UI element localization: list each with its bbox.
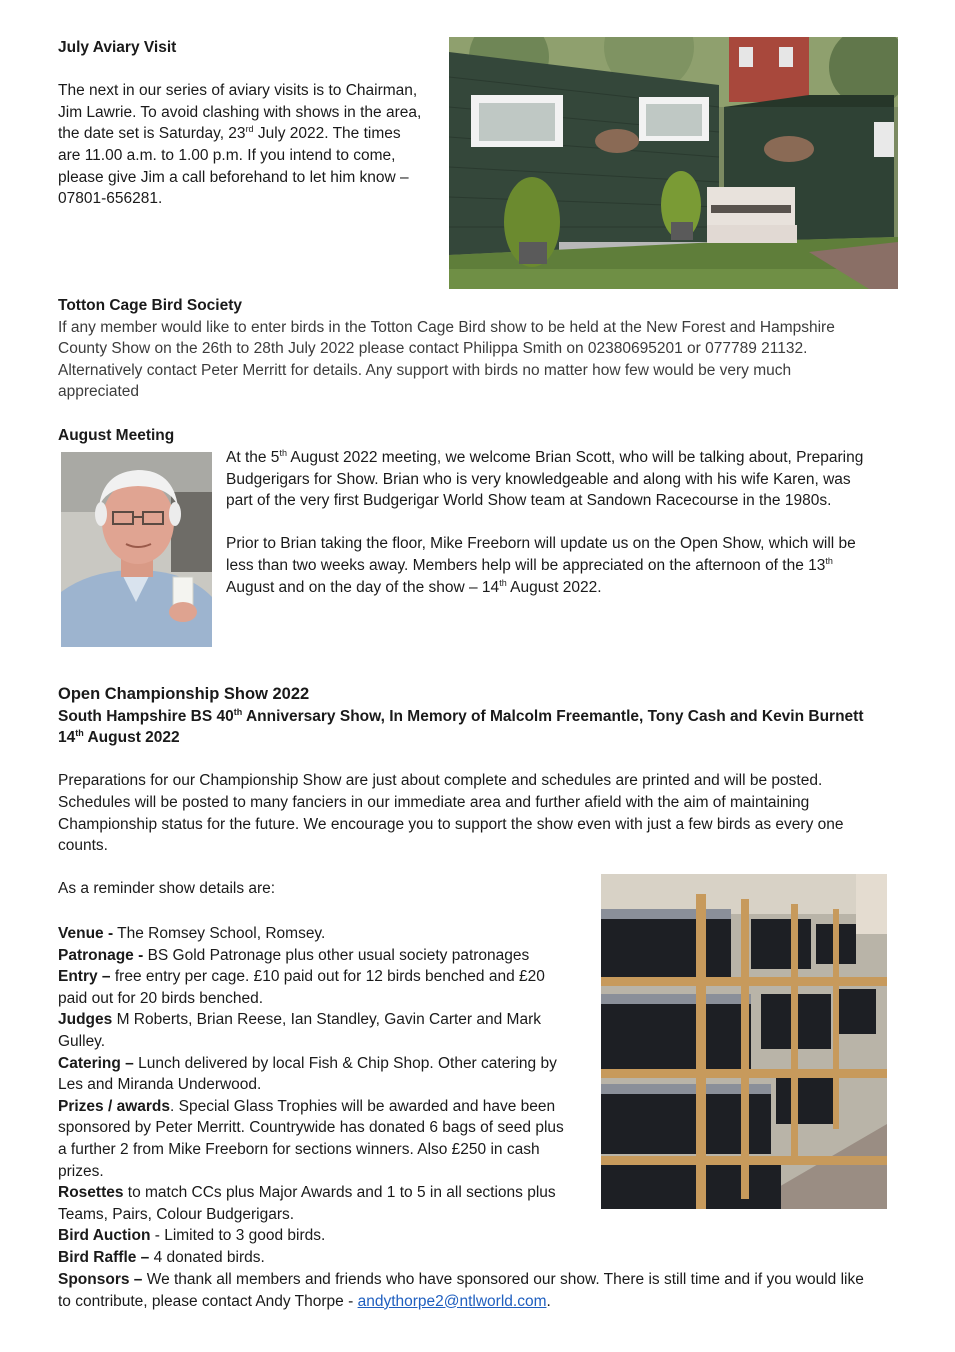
aviary-photo — [449, 37, 898, 289]
open-line-4: counts. — [58, 837, 108, 855]
totton-line-4: appreciated — [58, 383, 140, 401]
detail-auction: Bird Auction - Limited to 3 good birds. — [58, 1227, 326, 1245]
detail-entry-cont: paid out for 20 birds benched. — [58, 989, 264, 1007]
july-line-2: Jim Lawrie. To avoid clashing with shows in the area, — [58, 103, 422, 121]
detail-rosettes-cont: Teams, Pairs, Colour Budgerigars. — [58, 1205, 295, 1223]
detail-prizes-cont-1: sponsored by Peter Merritt. Countrywide has donated 6 bags of seed plus — [58, 1119, 564, 1137]
detail-prizes-cont-2: a further 2 from Mike Freeborn for sections winners. Also £250 in cash — [58, 1140, 540, 1158]
july-heading: July Aviary Visit — [58, 39, 177, 56]
open-line-2: Schedules will be posted to many fanciers in our immediate area and further afield with the aim of maintaining — [58, 793, 810, 811]
open-heading: Open Championship Show 2022 — [58, 685, 310, 703]
august-line-4: Prior to Brian taking the floor, Mike Freeborn will update us on the Open Show, which will be — [226, 535, 856, 553]
july-line-1: The next in our series of aviary visits is to Chairman, — [58, 82, 418, 100]
open-reminder: As a reminder show details are: — [58, 880, 276, 898]
open-section — [58, 684, 938, 900]
open-subheading-1: South Hampshire BS 40th Anniversary Show, In Memory of Malcolm Freemantle, Tony Cash and Kevin Burnett — [58, 706, 864, 725]
totton-heading: Totton Cage Bird Society — [58, 297, 243, 314]
detail-patronage: Patronage - BS Gold Patronage plus other usual society patronages — [58, 946, 530, 964]
speaker-photo — [61, 452, 212, 647]
sponsor-email-link[interactable]: andythorpe2@ntlworld.com — [357, 1292, 547, 1310]
detail-venue: Venue - The Romsey School, Romsey. — [58, 925, 326, 942]
detail-rosettes: Rosettes to match CCs plus Major Awards and 1 to 5 in all sections plus — [58, 1184, 556, 1202]
cages-illustration — [601, 874, 887, 1209]
august-line-3: part of the very first Budgerigar World Show team at Sandown Racecourse in the 1980s. — [226, 492, 832, 510]
july-line-6: 07801-656281. — [58, 190, 163, 208]
show-cages-photo — [601, 874, 887, 1209]
sponsors-section — [58, 1269, 938, 1312]
show-details — [58, 923, 603, 1269]
detail-entry: Entry – free entry per cage. £10 paid out for 12 birds benched and £20 — [58, 968, 545, 986]
totton-section — [58, 295, 918, 403]
speaker-illustration — [61, 452, 212, 647]
detail-sponsors-cont: to contribute, please contact Andy Thorpe - andythorpe2@ntlworld.com. — [58, 1292, 551, 1310]
detail-catering-cont: Les and Miranda Underwood. — [58, 1076, 262, 1094]
open-subheading-2: 14th August 2022 — [58, 728, 180, 747]
august-heading: August Meeting — [58, 427, 175, 444]
detail-judges-cont: Gulley. — [58, 1032, 106, 1050]
august-line-6: August and on the day of the show – 14th August 2022. — [226, 577, 602, 596]
detail-prizes-cont-3: prizes. — [58, 1162, 104, 1180]
july-line-4: are 11.00 a.m. to 1.00 p.m. If you intend to come, — [58, 146, 396, 164]
aviary-illustration — [449, 37, 898, 289]
detail-catering: Catering – Lunch delivered by local Fish & Chip Shop. Other catering by — [58, 1054, 557, 1072]
detail-raffle: Bird Raffle – 4 donated birds. — [58, 1248, 265, 1266]
august-line-5: less than two weeks away. Members help will be appreciated on the afternoon of the 13th — [226, 555, 833, 574]
august-section — [226, 447, 926, 598]
totton-line-1: If any member would like to enter birds in the Totton Cage Bird show to be held at the New Forest and Hampshire — [58, 318, 835, 336]
detail-sponsors: Sponsors – We thank all members and friends who have sponsored our show. There is still time and if you would like — [58, 1271, 864, 1288]
open-line-1: Preparations for our Championship Show are just about complete and schedules are printed and will be posted. — [58, 772, 823, 790]
totton-line-3: Alternatively contact Peter Merritt for details. Any support with birds no matter how few would be very much — [58, 361, 792, 379]
july-section — [58, 37, 448, 210]
july-line-5: please give Jim a call beforehand to let him know – — [58, 168, 409, 186]
july-line-3: the date set is Saturday, 23rd July 2022. The times — [58, 124, 401, 143]
detail-judges: Judges M Roberts, Brian Reese, Ian Standley, Gavin Carter and Mark — [58, 1011, 541, 1029]
totton-line-2: County Show on the 26th to 28th July 2022 please contact Philippa Smith on 02380695201 or 077789 21132. — [58, 340, 808, 358]
august-line-1: At the 5th August 2022 meeting, we welcome Brian Scott, who will be talking about, Preparing — [226, 448, 864, 466]
detail-prizes: Prizes / awards. Special Glass Trophies will be awarded and have been — [58, 1097, 556, 1115]
open-line-3: Championship status for the future. We encourage you to support the show even with just a few birds as every one — [58, 815, 844, 833]
august-line-2: Budgerigars for Show. Brian who is very knowledgeable and along with his wife Karen, was — [226, 470, 851, 488]
